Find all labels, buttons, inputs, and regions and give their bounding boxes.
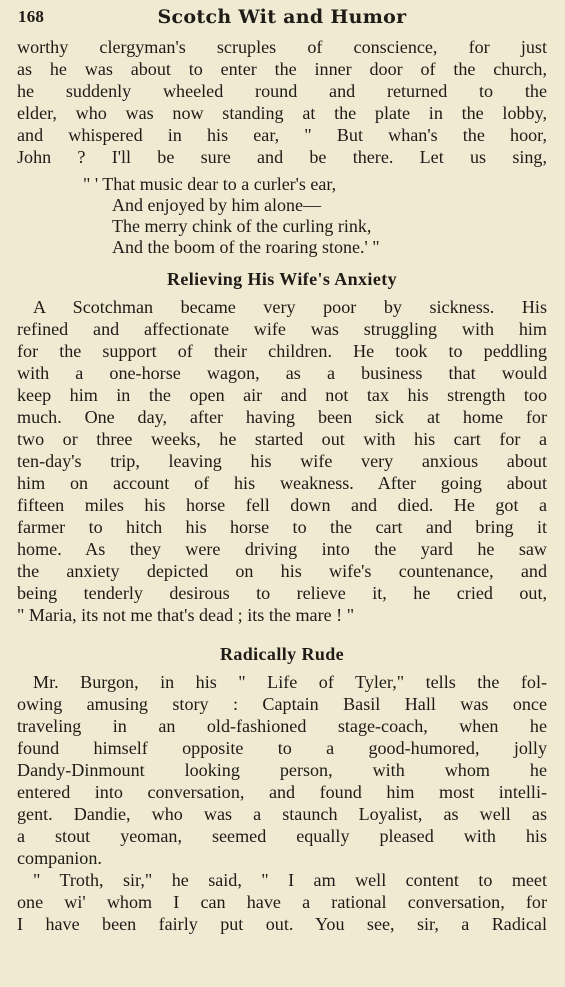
- body-line: a stout yeoman, seemed equally pleased with his: [17, 826, 547, 846]
- opening-line: he suddenly wheeled round and returned to the: [17, 81, 547, 101]
- opening-line: as he was about to enter the inner door of the church,: [17, 59, 547, 79]
- body-line: with a one-horse wagon, as a business that would: [17, 363, 547, 383]
- body-line: traveling in an old-fashioned stage-coach, when he: [17, 716, 547, 736]
- verse-line: " ' That music dear to a curler's ear,: [83, 174, 337, 194]
- verse-line: And enjoyed by him alone—: [112, 195, 321, 215]
- body-line: " Troth, sir," he said, " I am well content to meet: [33, 870, 547, 890]
- body-line: I have been fairly put out. You see, sir, a Radical: [17, 914, 547, 934]
- body-line: A Scotchman became very poor by sickness. His: [33, 297, 547, 317]
- opening-line: John ? I'll be sure and be there. Let us sing,: [17, 147, 547, 167]
- body-line: fifteen miles his horse fell down and died. He got a: [17, 495, 547, 515]
- radically-rude-paragraph: [17, 671, 547, 935]
- body-line: found himself opposite to a good-humored, jolly: [17, 738, 547, 758]
- body-line: farmer to hitch his horse to the cart and bring it: [17, 517, 547, 537]
- body-line: two or three weeks, he started out with his cart for a: [17, 429, 547, 449]
- body-line: gent. Dandie, who was a staunch Loyalist, as well as: [17, 804, 547, 824]
- body-line: Dandy-Dinmount looking person, with whom he: [17, 760, 547, 780]
- opening-line: and whispered in his ear, " But whan's the hoor,: [17, 125, 547, 145]
- body-line: being tenderly desirous to relieve it, he cried out,: [17, 583, 547, 603]
- verse-line: The merry chink of the curling rink,: [112, 216, 372, 236]
- body-line: the anxiety depicted on his wife's countenance, and: [17, 561, 547, 581]
- body-line: companion.: [17, 848, 102, 868]
- book-title: Scotch Wit and Humor: [157, 6, 407, 28]
- section-heading-relieving: Relieving His Wife's Anxiety: [166, 269, 398, 289]
- body-line: home. As they were driving into the yard he saw: [17, 539, 547, 559]
- body-line: owing amusing story : Captain Basil Hall was once: [17, 694, 547, 714]
- body-line: one wi' whom I can have a rational conversation, for: [17, 892, 547, 912]
- opening-paragraph: [17, 36, 547, 168]
- quoted-verse: [17, 174, 547, 258]
- body-line: refined and affectionate wife was struggling with him: [17, 319, 547, 339]
- page-number: 168: [18, 7, 45, 26]
- body-line: " Maria, its not me that's dead ; its the mare ! ": [17, 605, 355, 625]
- body-line: Mr. Burgon, in his " Life of Tyler," tells the fol-: [33, 672, 547, 692]
- body-line: for the support of their children. He took to peddling: [17, 341, 547, 361]
- opening-line: elder, who was now standing at the plate in the lobby,: [17, 103, 547, 123]
- body-line: him on account of his weakness. After going about: [17, 473, 547, 493]
- body-line: much. One day, after having been sick at home for: [17, 407, 547, 427]
- opening-line: worthy clergyman's scruples of conscience, for just: [17, 37, 547, 57]
- body-line: entered into conversation, and found him most intelli-: [17, 782, 547, 802]
- body-line: ten-day's trip, leaving his wife very anxious about: [17, 451, 547, 471]
- running-head: [17, 6, 547, 36]
- body-line: keep him in the open air and not tax his strength too: [17, 385, 547, 405]
- section-heading-radically-rude: Radically Rude: [219, 644, 345, 664]
- relieving-paragraph: [17, 296, 547, 626]
- verse-line: And the boom of the roaring stone.' ": [112, 237, 380, 257]
